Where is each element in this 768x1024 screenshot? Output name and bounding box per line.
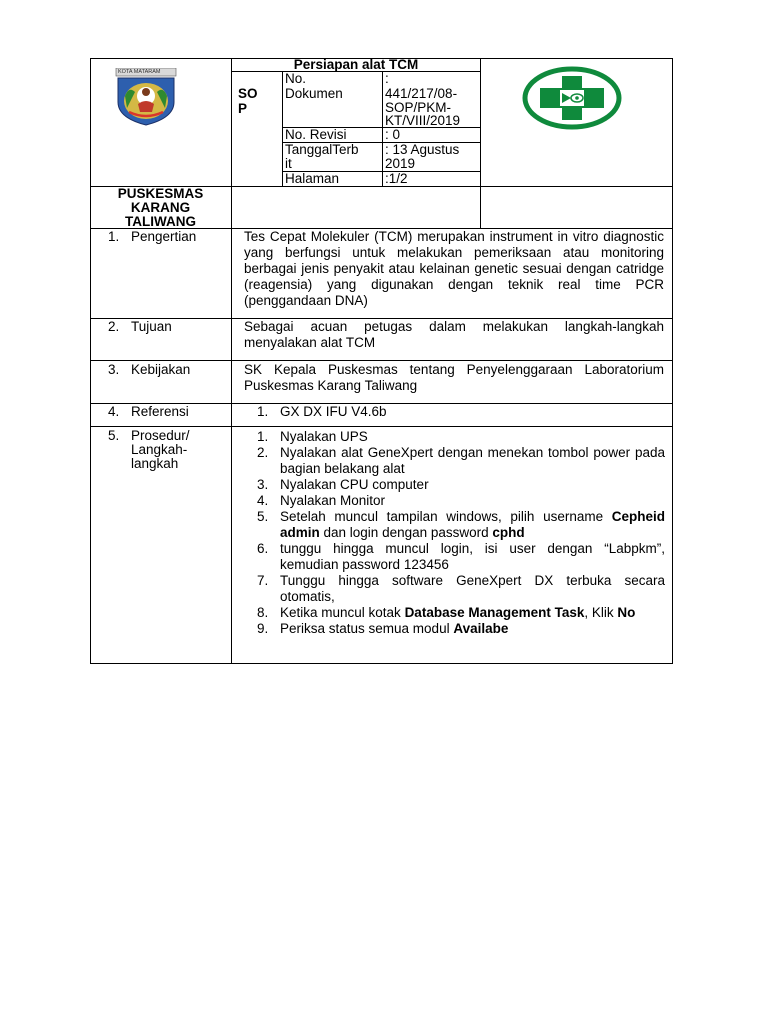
meta-mid-divider [382,71,383,187]
border-bottom [90,663,673,664]
step-button-name: No [617,605,636,620]
step-username: Cepheid admin [280,509,665,540]
city-emblem-icon [115,68,177,126]
procedure-step [257,509,665,541]
section4-line [90,426,673,427]
org-name-line1: PUSKESMAS [117,186,204,201]
step-number: 2. [257,445,269,460]
tanggal-terbit-value-1: : 13 Agustus [385,142,460,157]
step-number: 6. [257,541,269,556]
no-dokumen-value-1: : [385,71,389,86]
section-number: 3. [108,362,120,377]
section-number: 4. [108,404,120,419]
org-name-line2: KARANG [130,200,191,215]
border-left [90,58,91,664]
step-text: , Klik [584,605,618,620]
header-right-divider [480,58,481,228]
meta-left-divider [282,71,283,187]
procedure-step [257,573,665,605]
procedure-steps [257,429,665,637]
no-dokumen-value-3: SOP/PKM- [385,100,452,115]
section-label-pengertian: Pengertian [131,229,197,244]
step-number: 4. [257,493,269,508]
step-text: Nyalakan Monitor [280,493,386,508]
step-password: cphd [492,525,525,540]
halaman-value: :1/2 [385,171,408,186]
step-number: 5. [257,509,269,524]
halaman-label: Halaman [285,171,340,186]
procedure-step [257,621,665,637]
section-label-kebijakan: Kebijakan [131,362,191,377]
no-dokumen-value-2: 441/217/08- [385,86,458,101]
step-dialog-name: Database Management Task [404,605,585,620]
step-text: Ketika muncul kotak [280,605,405,620]
step-number: 8. [257,605,269,620]
section-label-prosedur-2: Langkah- [131,442,188,457]
city-emblem-caption: KOTA MATARAM [118,69,161,75]
tanggal-terbit-value-2: 2019 [385,156,416,171]
document-title: Persiapan alat TCM [293,57,419,72]
tanggal-terbit-label-1: TanggalTerb [285,142,359,157]
step-status-name: Availabe [453,621,509,636]
section-text-pengertian: Tes Cepat Molekuler (TCM) merupakan instrument in vitro diagnostic yang berfungsi untuk melakukan pemeriksaan atau monitoring berbagai jenis penyakit atau kelainan genetic sesuai dengan catridge (reagensia) yang digunakan dengan teknik real time PCR (penggandaan DNA) [244,229,664,308]
section-number: 2. [108,319,120,334]
referensi-item-number: 1. [257,404,269,419]
section-number: 1. [108,229,120,244]
step-number: 1. [257,429,269,444]
step-number: 7. [257,573,269,588]
section-label-tujuan: Tujuan [131,319,172,334]
referensi-item-text: GX DX IFU V4.6b [280,404,387,419]
procedure-step [257,445,665,477]
org-name-line3: TALIWANG [125,214,196,229]
step-text: Periksa status semua modul [280,621,454,636]
sop-label-line1: SO [238,86,258,101]
no-revisi-label: No. Revisi [285,127,347,142]
no-dokumen-label-2: Dokumen [285,86,343,101]
sop-label-line2: P [238,101,248,116]
section-text-kebijakan: SK Kepala Puskesmas tentang Penyelenggaraan Laboratorium Puskesmas Karang Taliwang [244,362,664,393]
section-number: 5. [108,428,120,443]
step-text: tunggu hingga muncul login, isi user dengan “Labpkm”, kemudian password 123456 [280,541,665,572]
step-text: Nyalakan alat GeneXpert dengan menekan tombol power pada bagian belakang alat [280,445,665,476]
step-text: Setelah muncul tampilan windows, pilih username [280,509,612,524]
tanggal-terbit-label-2: it [285,156,292,171]
step-text: Nyalakan CPU computer [280,477,429,492]
section-label-referensi: Referensi [131,404,189,419]
step-text: dan login dengan password [319,525,493,540]
section-label-prosedur-1: Prosedur/ [131,428,190,443]
procedure-step [257,493,665,509]
section-text-tujuan: Sebagai acuan petugas dalam melakukan langkah-langkah menyalakan alat TCM [244,319,664,350]
section-label-prosedur-3: langkah [131,456,179,471]
border-right [672,58,673,664]
step-number: 3. [257,477,269,492]
procedure-step [257,541,665,573]
section2-line [90,360,673,361]
no-revisi-value: : 0 [385,127,401,142]
step-text: Nyalakan UPS [280,429,368,444]
procedure-step [257,477,665,493]
no-dokumen-label-1: No. [285,71,307,86]
procedure-step [257,605,665,621]
col-divider [231,58,232,664]
step-text: Tunggu hingga software GeneXpert DX terbuka secara otomatis, [280,573,665,604]
procedure-step [257,429,665,445]
puskesmas-cross-icon [522,66,622,130]
no-dokumen-value-4: KT/VIII/2019 [385,113,461,128]
step-number: 9. [257,621,269,636]
